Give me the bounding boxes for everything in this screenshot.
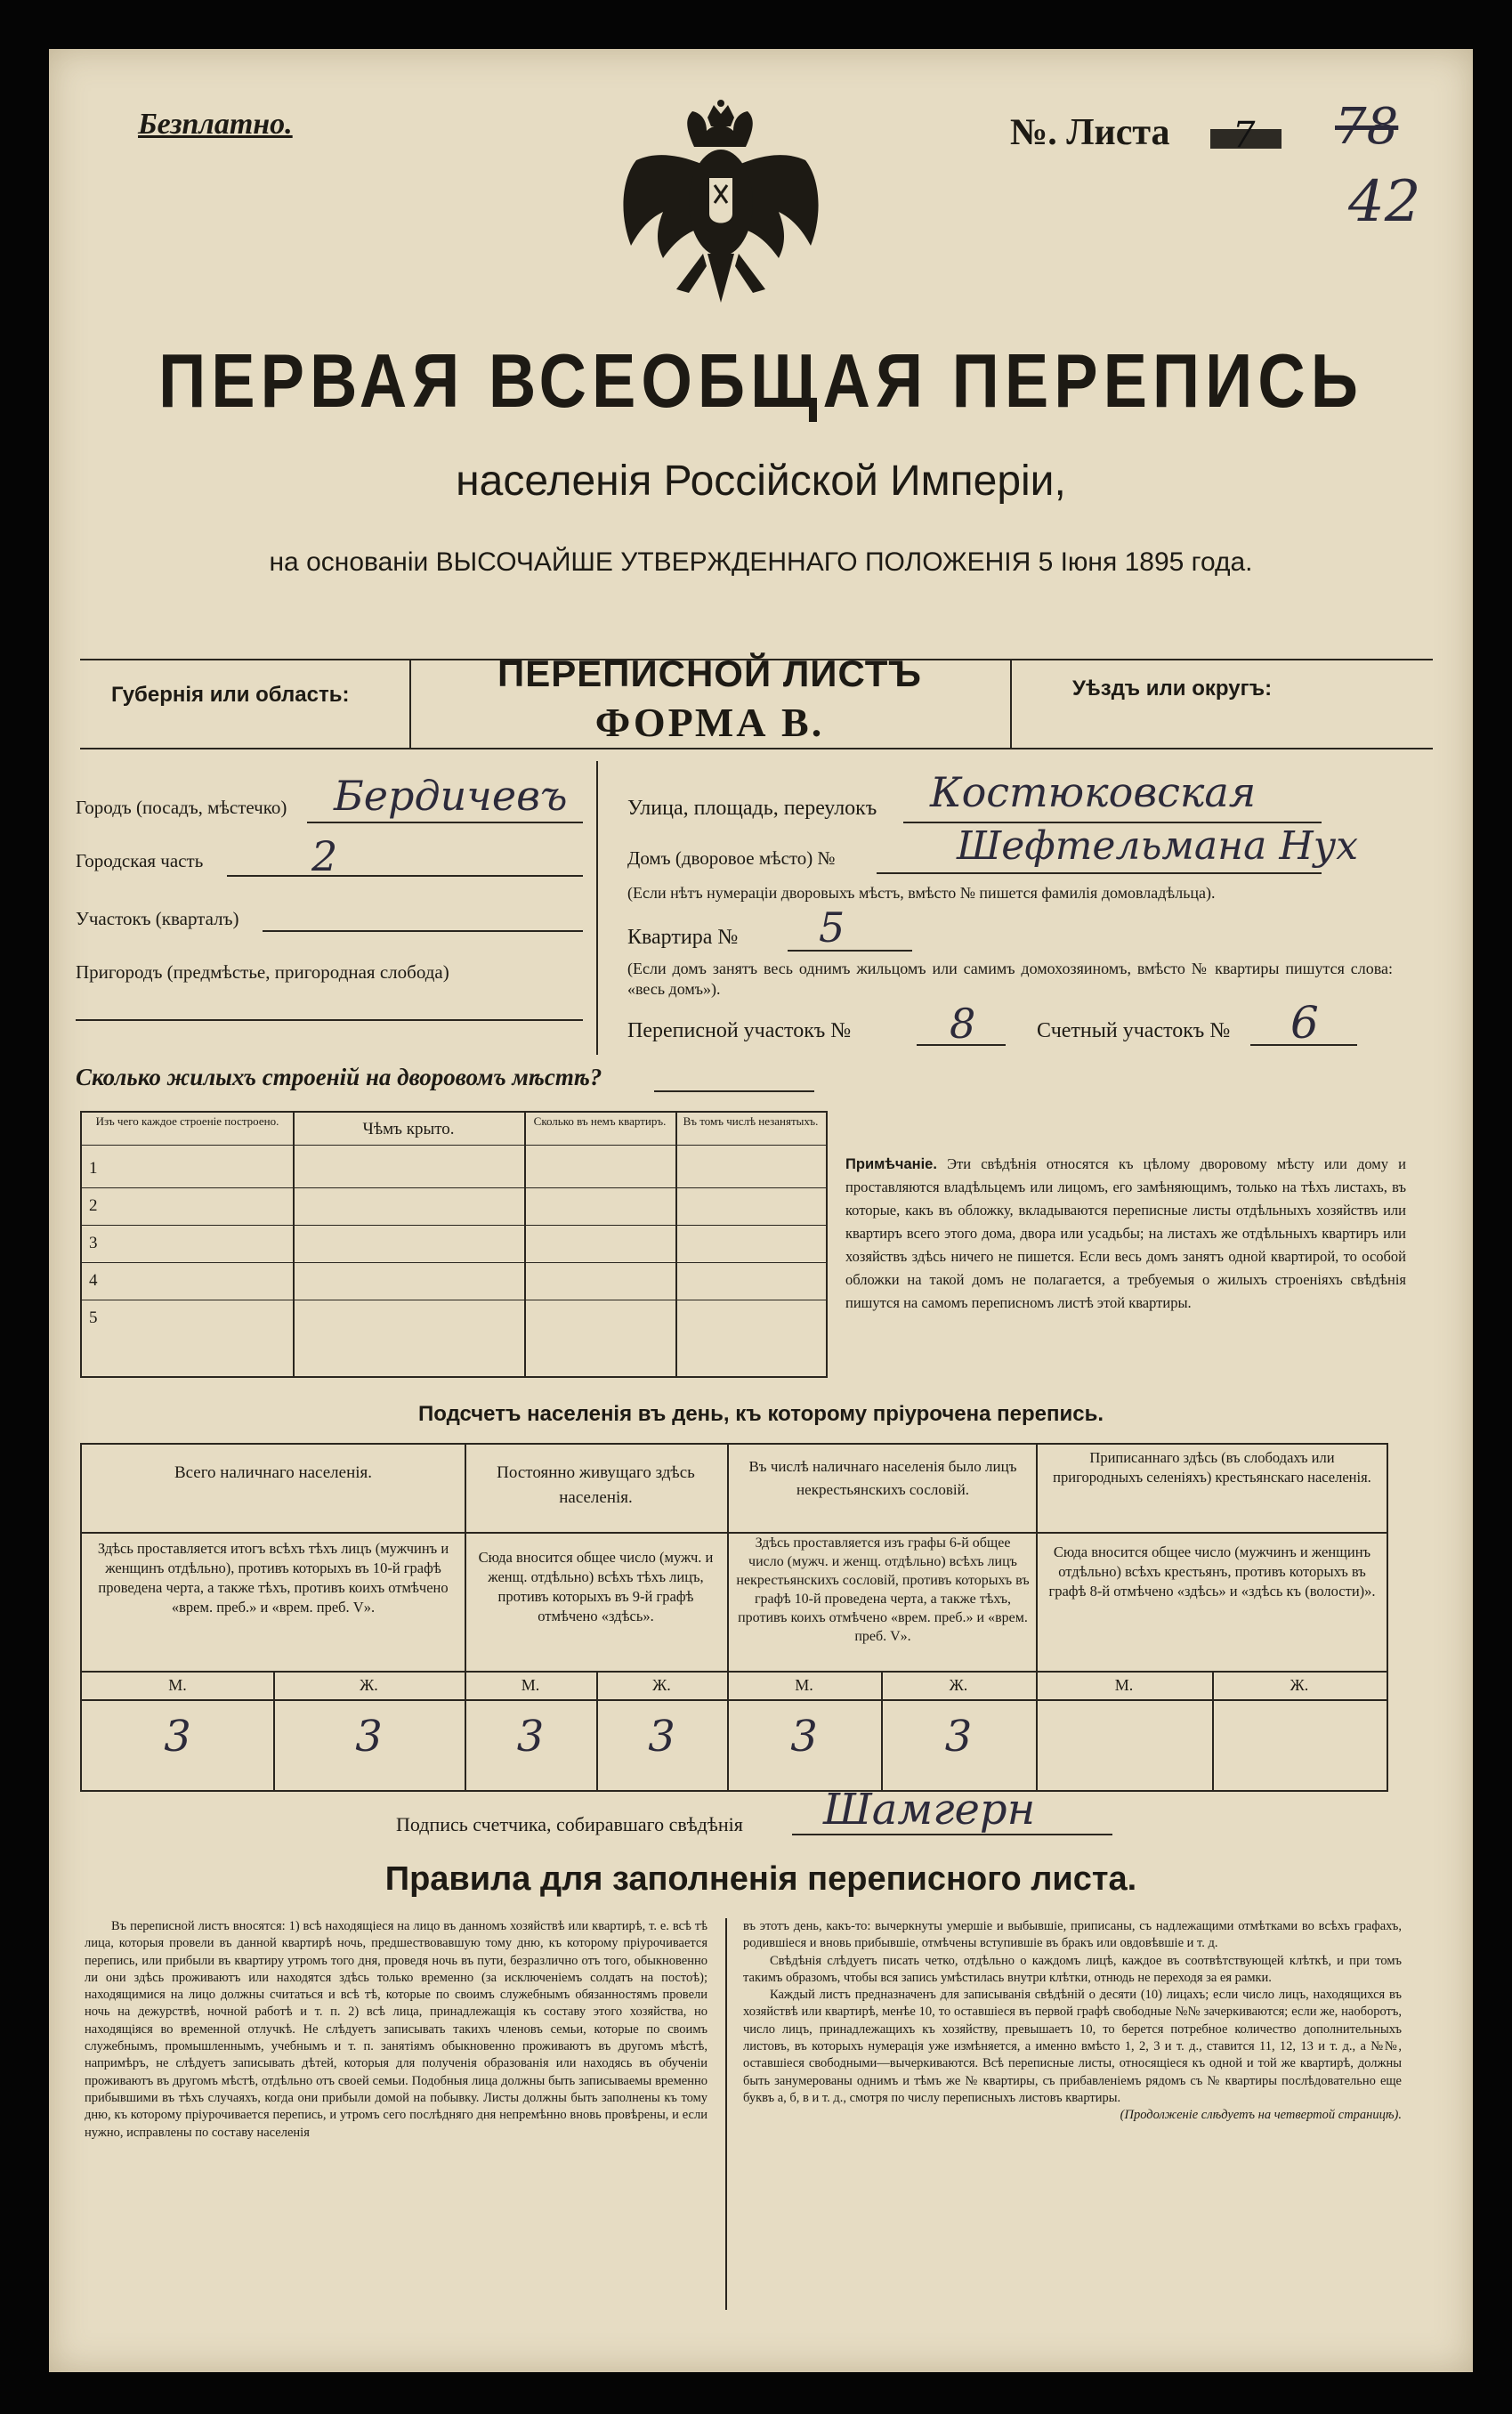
buildings-row-number: 3 <box>89 1234 98 1252</box>
counting-district-label: Счетный участокъ № <box>1037 1019 1231 1042</box>
sheet-title: ПЕРЕПИСНОЙ ЛИСТЪ <box>497 652 922 694</box>
street-value: Костюковская <box>930 768 1257 816</box>
rules-continued: (Продолженіе слѣдуетъ на четвертой страницѣ). <box>1120 2108 1402 2123</box>
row-line <box>82 1225 826 1226</box>
row-line <box>82 1671 1387 1673</box>
buildings-header-vacant: Въ томъ числѣ незанятыхъ. <box>683 1114 819 1128</box>
population-col3-desc: Здѣсь проставляется изъ графы 6-й общее число (мужч. и женщ. отдѣльно) всѣхъ лицъ некрестьянскихъ сословій, противъ которыхъ въ графѣ 10-й проведена черта, а также тѣхъ, противъ коихъ отмѣчено «врем. преб.» и «врем. преб. V». <box>736 1535 1030 1644</box>
female-label: Ж. <box>949 1676 968 1694</box>
apartment-value: 5 <box>819 903 845 952</box>
buildings-row-number: 2 <box>89 1196 98 1215</box>
buildings-row-number: 1 <box>89 1159 98 1178</box>
house-value: Шефтельмана Нух <box>957 823 1359 869</box>
signature-label: Подпись счетчика, собиравшаго свѣдѣнія <box>396 1813 743 1835</box>
note-label: Примѣчаніе. <box>845 1156 937 1172</box>
row-line <box>82 1187 826 1188</box>
street-label: Улица, площадь, переулокъ <box>627 797 877 820</box>
page-title: ПЕРВАЯ ВСЕОБЩАЯ ПЕРЕПИСЬ <box>158 337 1363 424</box>
population-col4-head: Приписаннаго здѣсь (въ слободахъ или пригородныхъ селеніяхъ) крестьянскаго населенія. <box>1053 1449 1371 1486</box>
population-col2-male: 3 <box>516 1712 545 1762</box>
female-label: Ж. <box>652 1676 671 1694</box>
population-col3-female: 3 <box>944 1712 973 1762</box>
counting-district-value: 6 <box>1290 997 1319 1049</box>
population-col3-male: 3 <box>790 1712 818 1762</box>
population-col2-female: 3 <box>648 1712 675 1762</box>
page-subtitle: населенія Россійской Имперіи, <box>456 458 1066 505</box>
divider <box>1010 659 1012 748</box>
divider <box>293 1113 295 1376</box>
apartment-note: (Если домъ занятъ весь однимъ жильцомъ или самимъ домохозяиномъ, вмѣсто № квартиры пишутся слова: «весь домъ»). <box>627 960 1393 998</box>
row-line <box>82 1532 1387 1534</box>
field-line <box>877 872 1322 874</box>
divider <box>596 761 598 1055</box>
divider <box>675 1113 677 1376</box>
population-col1-female: 3 <box>355 1712 383 1762</box>
sheet-number-label: №. Листа <box>1010 112 1170 153</box>
precinct-label: Участокъ (кварталъ) <box>76 908 239 929</box>
buildings-table <box>80 1111 828 1378</box>
rules-left-text: Въ переписной листъ вносятся: 1) всѣ находящіеся на лицо въ данномъ хозяйствѣ или квартирѣ, т. е. всѣ тѣ лица, которыя провели въ данной квартирѣ ночь, предшествовавшую тому дню, къ которому пріурочивается перепись, или прибыли въ квартиру утромъ того дня, проведя ночь въ пути, безразлично отъ того, обыкновенно ли они здѣсь проживаютъ или находятся здѣсь только временно (за исключеніемъ солдатъ на постоѣ); находящимися на лицо должны считаться и всѣ тѣ, которые по своимъ служебнымъ обязанностямъ провели ночь на дежурствѣ, ночной работѣ и т. п. 2) всѣ лица, принадлежащія къ составу этого хозяйства, но находящіяся во временной отлучкѣ. Не слѣдуетъ записывать такихъ членовъ семьи, которые по своимъ служебнымъ, промышленнымъ, учебнымъ и т. п. занятіямъ обыкновенно проживаютъ въ другомъ мѣстѣ, напримѣръ, не слѣдуетъ записывать дѣтей, которыя для полученія образованія или находясь въ обученіи проживаютъ въ другомъ мѣстѣ, отдѣльно отъ своей семьи. Подобныя лица должны быть записываемы временно прибывшими въ тѣхъ случаяхъ, когда они прибыли домой на побывку. Листы должны быть заполнены къ тому дню, къ которому пріурочивается перепись, и утромъ сего послѣдняго дня непремѣнно вновь провѣрены, и если нужно, исправлены по составу населенія <box>85 1919 707 2140</box>
population-col3-head: Въ числѣ наличнаго населенія было лицъ некрестьянскихъ сословій. <box>748 1458 1017 1498</box>
buildings-header-material: Изъ чего каждое строеніе построено. <box>95 1114 279 1128</box>
buildings-header-apartments: Сколько въ немъ квартиръ. <box>533 1114 667 1128</box>
corner-number: 42 <box>1348 169 1421 235</box>
form-title: ФОРМА В. <box>594 700 825 745</box>
field-line <box>654 1090 814 1092</box>
female-label: Ж. <box>360 1676 378 1694</box>
signature-value: Шамгерн <box>823 1785 1036 1835</box>
corner-number-crossed: 78 <box>1335 98 1399 156</box>
free-label: Безплатно. <box>138 108 293 141</box>
field-line <box>76 1019 583 1021</box>
city-part-label: Городская часть <box>76 850 204 871</box>
apartment-label: Квартира № <box>627 926 739 949</box>
field-line <box>788 950 912 952</box>
rules-right-p2: Свѣдѣнія слѣдуетъ писать четко, отдѣльно о каждомъ лицѣ, каждое въ соотвѣтствующей клѣткѣ, и при томъ такимъ образомъ, чтобы вся запись умѣстилась внутри клѣтки, отнюдь не переходя за ея рамки. <box>743 1953 1402 1985</box>
divider <box>1036 1445 1038 1790</box>
census-district-label: Переписной участокъ № <box>627 1019 852 1042</box>
census-district-value: 8 <box>950 1000 976 1048</box>
row-line <box>82 1262 826 1263</box>
field-line <box>307 822 583 823</box>
population-col1-male: 3 <box>164 1712 191 1762</box>
buildings-row-number: 4 <box>89 1271 98 1290</box>
buildings-question: Сколько жилыхъ строеній на дворовомъ мѣстѣ? <box>76 1064 602 1090</box>
suburb-label: Пригородъ (предмѣстье, пригородная слобода) <box>76 961 449 983</box>
field-line <box>227 875 583 877</box>
female-label: Ж. <box>1290 1676 1309 1694</box>
rules-right-p3: Каждый листъ предназначенъ для записыванія свѣдѣній о десяти (10) лицахъ; если число лицъ, находящихся въ хозяйствѣ или квартирѣ, менѣе 10, то оставшіеся въ первой графѣ свободные №№ зачеркиваются; если же, наоборотъ, число лицъ, принадлежащихъ къ хозяйству, превышаетъ 10, то берется потребное количество дополнительныхъ листовъ, въ которыхъ нумерація уже измѣняется, а именно вмѣсто 1, 2, 3 и т. д., ставится 11, 12, 13 и т. д., а №№, оставшіеся свободными—вычеркиваются. Всѣ переписные листы, относящіеся къ одной и той же квартирѣ, должны быть занумерованы однимъ и тѣмъ же № квартиры, съ прибавленіемъ рядомъ съ № квартиры послѣдовательно еще буквъ а, б, в и т. д., смотря по числу переписныхъ листовъ квартиры. <box>743 1988 1402 2105</box>
city-label: Городъ (посадъ, мѣстечко) <box>76 797 287 818</box>
population-col1-head: Всего наличнаго населенія. <box>174 1463 373 1482</box>
divider <box>725 1918 727 2310</box>
male-label: М. <box>1114 1676 1134 1694</box>
population-title: Подсчетъ населенія въ день, къ которому пріурочена перепись. <box>418 1402 1104 1426</box>
field-line <box>263 930 583 932</box>
buildings-row-number: 5 <box>89 1308 98 1327</box>
male-label: М. <box>521 1676 540 1694</box>
row-line <box>82 1699 1387 1701</box>
rules-right-block <box>743 1918 1402 2125</box>
county-label: Уѣздъ или округъ: <box>1072 676 1273 701</box>
house-label: Домъ (дворовое мѣсто) № <box>627 847 836 869</box>
male-label: М. <box>168 1676 187 1694</box>
legal-basis: на основаніи ВЫСОЧАЙШЕ УТВЕРЖДЕННАГО ПОЛОЖЕНІЯ 5 Іюня 1895 года. <box>269 547 1253 577</box>
census-sheet <box>49 49 1473 2372</box>
imperial-eagle-icon <box>610 98 832 316</box>
male-label: М. <box>795 1676 813 1694</box>
rules-title: Правила для заполненія переписного листа. <box>384 1860 1137 1898</box>
population-col1-desc: Здѣсь проставляется итогъ всѣхъ тѣхъ лицъ (мужчинъ и женщинъ отдѣльно), противъ которыхъ въ 10-й графѣ проведена черта, а также тѣхъ, противъ коихъ отмѣчено «врем. преб.» и «врем. преб. V». <box>97 1540 449 1616</box>
city-part-value: 2 <box>311 832 338 880</box>
divider <box>524 1113 526 1376</box>
note-block <box>845 1153 1406 1315</box>
population-col4-desc: Сюда вносится общее число (мужчинъ и женщинъ отдѣльно) всѣхъ крестьянъ, противъ которыхъ въ графѣ 8-й отмѣчено «здѣсь» и «здѣсь къ (волости)». <box>1048 1543 1376 1600</box>
population-table <box>80 1443 1388 1792</box>
city-value: Бердичевъ <box>334 772 568 820</box>
note-text: Эти свѣдѣнія относятся къ цѣлому дворовому мѣсту или дому и проставляются владѣльцемъ или лицомъ, его замѣняющимъ, только на тѣхъ листахъ, въ которые, какъ въ обложку, вкладываются переписные листы отдѣльныхъ хозяйствъ или квартиръ всего этого дома, двора или усадьбы; на листахъ же отдѣльныхъ квартиръ или хозяйствъ здѣсь ничего не пишется. Если весь домъ занятъ одной квартирой, то особой обложки на такой домъ не полагается, а требуемыя о жилыхъ строеніяхъ свѣдѣнія пишутся на самомъ переписномъ листѣ этой квартиры. <box>845 1155 1406 1311</box>
house-note: (Если нѣтъ нумераціи дворовыхъ мѣстъ, вмѣсто № пишется фамилія домовладѣльца). <box>627 884 1216 902</box>
population-col2-desc: Сюда вносится общее число (мужч. и женщ. отдѣльно) всѣхъ тѣхъ лицъ, противъ которыхъ въ 9-й графѣ отмѣчено «здѣсь». <box>478 1549 714 1624</box>
rules-right-p1: въ этотъ день, какъ-то: вычеркнуты умершіе и выбывшіе, приписаны, съ надлежащими отмѣтками во всѣхъ графахъ, родившіеся и вновь прибывшіе, отмѣчены вступившіе въ бракъ или овдовѣвшіе и т. д. <box>743 1919 1402 1951</box>
sheet-number-crossed: 7 <box>1233 115 1256 156</box>
buildings-header-roof: Чѣмъ крыто. <box>362 1120 455 1138</box>
province-label: Губернія или область: <box>111 683 350 707</box>
population-col2-head: Постоянно живущаго здѣсь населенія. <box>497 1463 695 1507</box>
divider <box>80 748 1433 749</box>
